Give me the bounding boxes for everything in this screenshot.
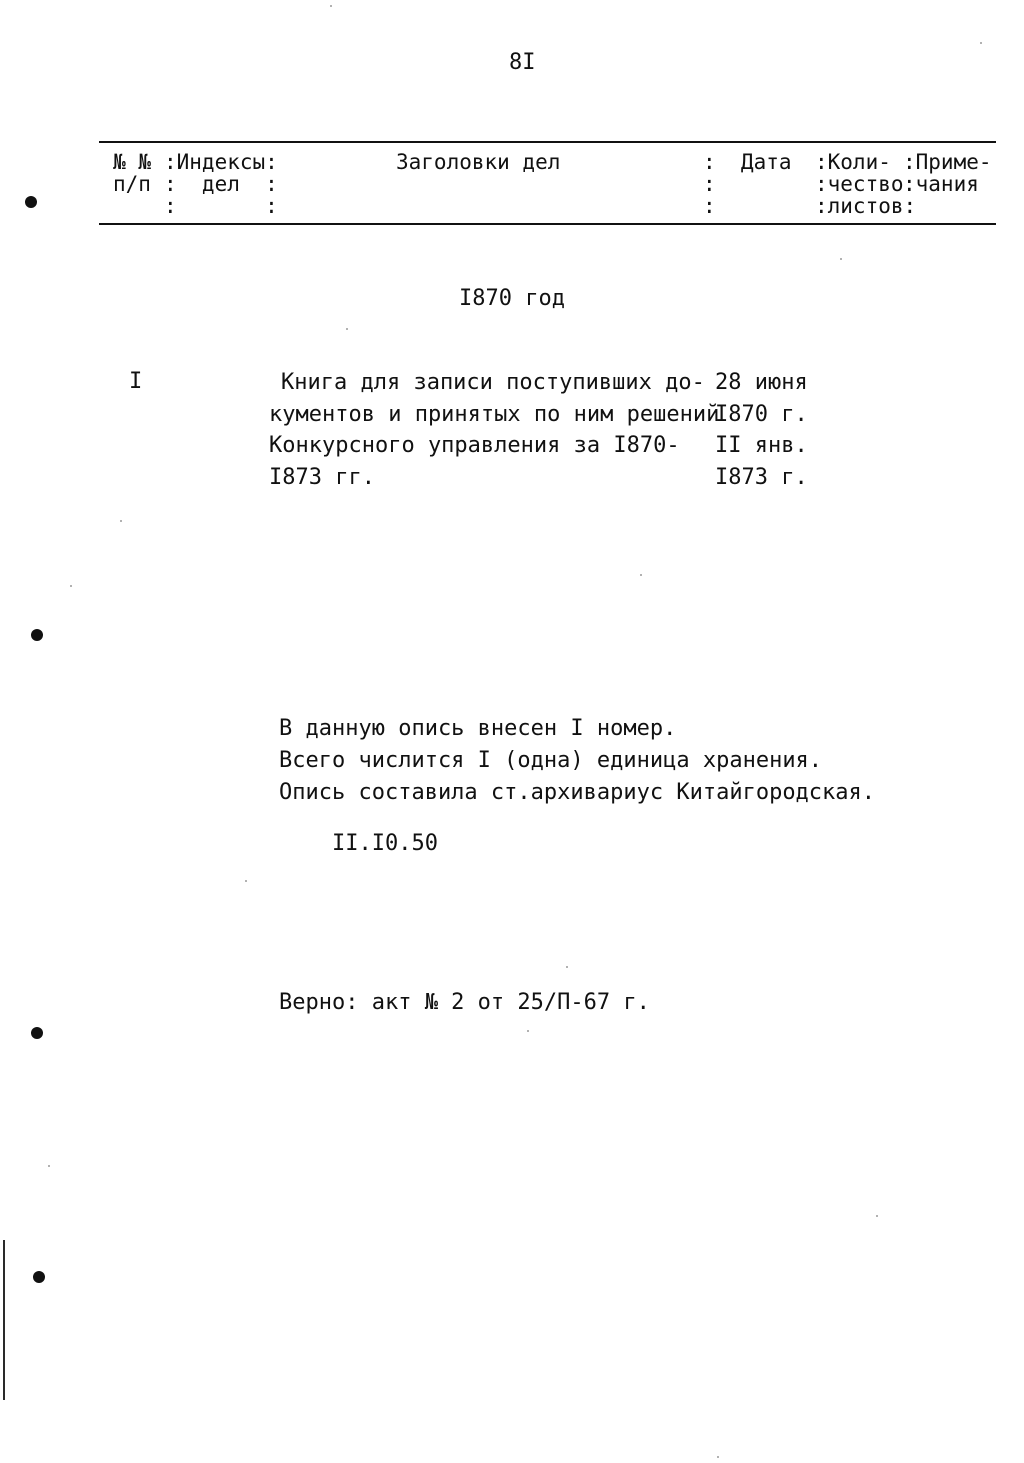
section-year-heading: I870 год (459, 286, 565, 311)
entry-number: I (129, 369, 143, 394)
scan-speck (48, 1165, 50, 1167)
scan-speck (640, 574, 642, 576)
entry-date-line: II янв. (715, 433, 808, 458)
header-col-date-line3: : (703, 194, 716, 218)
header-col-count-line1: :Коли- (815, 150, 891, 174)
header-col-date-line1: : Дата (703, 150, 792, 174)
header-col-date-line2: : (703, 172, 716, 196)
header-col-count-line3: :листов: (815, 194, 917, 218)
entry-title-line: кументов и принятых по ним решений (269, 402, 720, 427)
entry-title-line: Конкурсного управления за I870- (269, 433, 680, 458)
entry-title-line: I873 гг. (269, 465, 375, 490)
summary-line: Опись составила ст.архивариус Китайгородская. (279, 780, 876, 805)
page-number: 8I (509, 50, 536, 75)
scan-speck (245, 880, 247, 882)
header-col-index-line1: :Индексы: (164, 150, 278, 174)
scan-speck (876, 1215, 878, 1217)
header-col-notes-line2: :чания (903, 172, 979, 196)
scan-edge-line (3, 1240, 5, 1400)
entry-title-line: Книга для записи поступивших до- (281, 370, 705, 395)
scan-speck (717, 1456, 719, 1458)
scan-speck (566, 966, 568, 968)
scan-speck (70, 585, 72, 587)
summary-date: II.I0.50 (332, 831, 438, 856)
entry-date-line: 28 июня (715, 370, 808, 395)
certification-line: Верно: акт № 2 от 25/П-67 г. (279, 990, 650, 1015)
header-col-number-line1: № № (113, 150, 151, 174)
binding-hole (25, 196, 37, 208)
summary-line: Всего числится I (одна) единица хранения. (279, 748, 823, 773)
header-col-index-line3: : : (164, 194, 278, 218)
binding-hole (33, 1271, 45, 1283)
header-top-rule (99, 141, 996, 143)
scan-speck (527, 1030, 529, 1032)
scan-speck (840, 258, 842, 260)
entry-date-line: I870 г. (715, 402, 808, 427)
summary-line: В данную опись внесен I номер. (279, 716, 677, 741)
header-bottom-rule (99, 223, 996, 225)
header-col-index-line2: : дел : (164, 172, 278, 196)
header-col-count-line2: :чество (815, 172, 904, 196)
scan-speck (330, 5, 332, 7)
scan-speck (980, 42, 982, 44)
scan-speck (346, 328, 348, 330)
header-col-title: Заголовки дел (396, 150, 561, 174)
header-col-number-line2: п/п (113, 172, 151, 196)
binding-hole (31, 629, 43, 641)
scan-speck (120, 520, 122, 522)
header-col-notes-line1: :Приме- (903, 150, 992, 174)
binding-hole (31, 1027, 43, 1039)
entry-date-line: I873 г. (715, 465, 808, 490)
